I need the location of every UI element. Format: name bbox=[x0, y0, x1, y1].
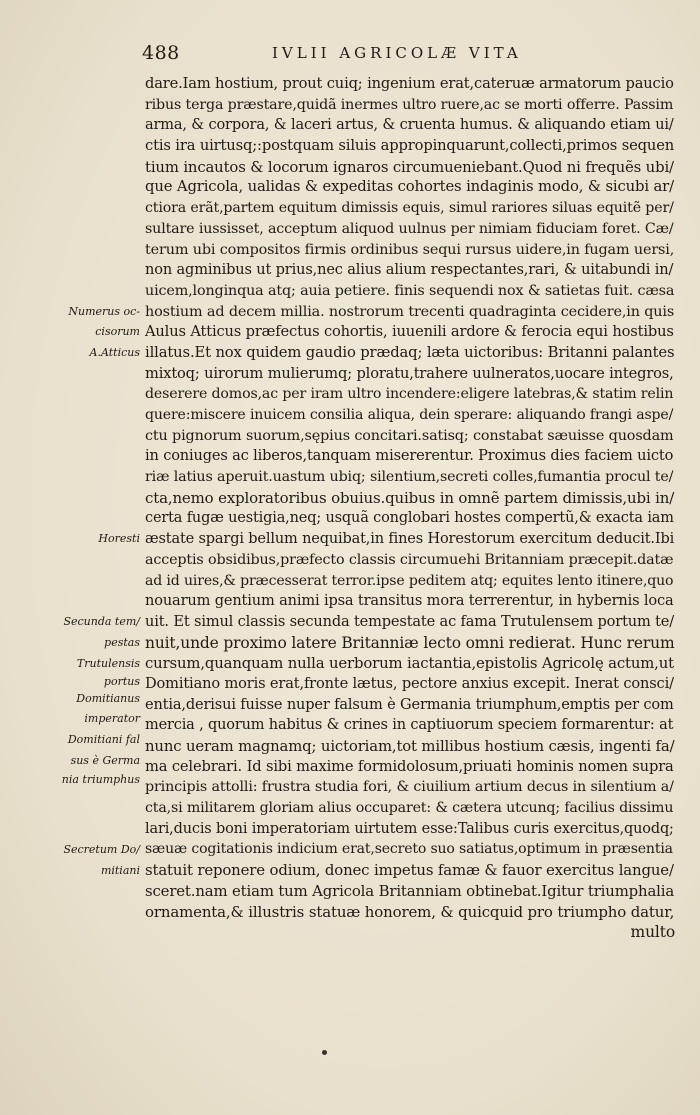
text-line: ctiora erãt,partem equitum dimissis equis, simul rariores siluas equitẽ per/ bbox=[145, 200, 674, 217]
margin-note: Numerus oc- bbox=[68, 304, 140, 318]
text-line: riæ latius aperuit.uastum ubiq; silentium,secreti colles,fumantia procul te/ bbox=[145, 469, 674, 486]
text-line: illatus.Et nox quidem gaudio prædaq; læta uictoribus: Britanni palantes bbox=[145, 343, 675, 361]
text-line: ornamenta,& illustris statuæ honorem, & quicquid pro triumpho datur, bbox=[145, 902, 675, 921]
text-line: certa fugæ uestigia,neq; usquã conglobari hostes compertũ,& exacta iam bbox=[145, 510, 674, 527]
margin-note: Domitianus bbox=[76, 691, 140, 705]
text-line: sultare iussisset, acceptum aliquod uulnus per nimiam fiduciam foret. Cæ/ bbox=[145, 220, 674, 237]
text-line: nuit,unde proximo latere Britanniæ lecto omni redierat. Hunc rerum bbox=[145, 633, 675, 652]
text-line: tium incautos & locorum ignaros circumueniebant.Quod ni frequẽs ubi/ bbox=[145, 157, 674, 176]
text-line: principis attolli: frustra studia fori, & ciuilium artium decus in silentium a/ bbox=[145, 779, 674, 796]
text-line: non agminibus ut prius,nec alius alium respectantes,rari, & uitabundi in/ bbox=[145, 261, 674, 279]
text-line: ad id uires,& præcesserat terror.ipse peditem atq; equites lento itinere,quo bbox=[145, 572, 674, 589]
text-line: ribus terga præstare,quidã inermes ultro ruere,ac se morti offerre. Passim bbox=[145, 96, 674, 113]
text-line: terum ubi compositos firmis ordinibus sequi rursus uidere,in fugam uersi, bbox=[145, 241, 675, 258]
text-line: deserere domos,ac per iram ultro incendere:eligere latebras,& statim relin bbox=[145, 386, 674, 403]
text-line: ctu pignorum suorum,sępius concitari.satisq; constabat sæuisse quosdam bbox=[145, 427, 674, 444]
text-line: nunc ueram magnamq; uictoriam,tot millibus hostium cæsis, ingenti fa/ bbox=[145, 737, 675, 755]
margin-note: nia triumphus bbox=[61, 772, 140, 786]
margin-note: A.Atticus bbox=[89, 346, 140, 360]
text-line: cta,nemo exploratoribus obuius.quibus in omnẽ partem dimissis,ubi in/ bbox=[145, 488, 675, 507]
margin-note: imperator bbox=[84, 712, 140, 726]
margin-note: pestas bbox=[104, 635, 140, 649]
running-head: IVLII AGRICOLÆ VITA bbox=[272, 44, 522, 62]
page-header bbox=[142, 42, 662, 68]
text-line: Domitiano moris erat,fronte lætus, pectore anxius excepit. Inerat consci/ bbox=[145, 674, 674, 692]
margin-note: mitiani bbox=[100, 863, 140, 877]
text-line: cta,si militarem gloriam alius occuparet: & cætera utcunq; facilius dissimu bbox=[145, 800, 674, 817]
text-line: mercia , quorum habitus & crines in captiuorum speciem formarentur: at bbox=[145, 717, 674, 734]
text-line: dare.Iam hostium, prout cuiq; ingenium erat,cateruæ armatorum paucio bbox=[145, 75, 674, 92]
text-line: hostium ad decem millia. nostrorum trecenti quadraginta cecidere,in quis bbox=[145, 303, 675, 320]
text-line: æstate spargi bellum nequibat,in fines Horestorum exercitum deducit.Ibi bbox=[145, 531, 675, 548]
body-text bbox=[145, 74, 675, 943]
margin-note: cisorum bbox=[95, 325, 140, 339]
text-line: que Agricola, ualidas & expeditas cohortes indaginis modo, & sicubi ar/ bbox=[145, 178, 674, 196]
text-line: multo bbox=[630, 923, 675, 942]
text-line: ctis ira uirtusq;:postquam siluis appropinquarunt,collecti,primos sequen bbox=[145, 137, 675, 155]
text-line: cursum,quanquam nulla uerborum iactantia,epistolis Agricolę actum,ut bbox=[145, 654, 674, 673]
text-line: acceptis obsidibus,præfecto classis circumuehi Britanniam præcepit.datæ bbox=[145, 551, 674, 568]
text-line: lari,ducis boni imperatoriam uirtutem esse:Talibus curis exercitus,quodq; bbox=[145, 820, 674, 837]
text-line: sceret.nam etiam tum Agricola Britanniam obtinebat.Igitur triumphalia bbox=[145, 881, 675, 900]
margin-note: Secunda tem/ bbox=[63, 615, 140, 629]
text-line: uit. Et simul classis secunda tempestate ac fama Trutulensem portum te/ bbox=[145, 612, 675, 630]
text-line: quere:miscere inuicem consilia aliqua, dein sperare: aliquando frangi aspe/ bbox=[145, 407, 674, 423]
text-line: nouarum gentium animi ipsa transitus mora terrerentur, in hybernis loca bbox=[145, 592, 674, 610]
text-line: Aulus Atticus præfectus cohortis, iuuenili ardore & ferocia equi hostibus bbox=[145, 323, 674, 341]
text-line: arma, & corpora, & laceri artus, & cruenta humus. & aliquando etiam ui/ bbox=[145, 117, 674, 134]
text-line: statuit reponere odium, donec impetus famæ & fauor exercitus langue/ bbox=[145, 861, 674, 880]
margin-note: Secretum Do/ bbox=[63, 842, 140, 856]
text-line: sæuæ cogitationis indicium erat,secreto suo satiatus,optimum in præsentia bbox=[145, 841, 673, 858]
text-line: ma celebrari. Id sibi maxime formidolosum,priuati hominis nomen supra bbox=[145, 757, 674, 775]
margin-note: Horesti bbox=[98, 532, 140, 546]
page-number: 488 bbox=[142, 42, 180, 64]
margin-note: Domitiani fal bbox=[67, 733, 140, 747]
text-line: mixtoq; uirorum mulierumq; ploratu,trahere uulneratos,uocare integros, bbox=[145, 364, 674, 382]
margin-note: portus bbox=[103, 675, 140, 689]
margin-note: Trutulensis bbox=[76, 656, 140, 670]
text-line: uicem,longinqua atq; auia petiere. finis sequendi nox & satietas fuit. cæsa bbox=[145, 282, 675, 299]
margin-note: sus è Germa bbox=[70, 753, 140, 767]
ornament-dot bbox=[322, 1050, 327, 1055]
text-line: in coniuges ac liberos,tanquam misererentur. Proximus dies faciem uicto bbox=[145, 447, 674, 465]
text-line: entia,derisui fuisse nuper falsum è Germania triumphum,emptis per com bbox=[145, 695, 674, 713]
